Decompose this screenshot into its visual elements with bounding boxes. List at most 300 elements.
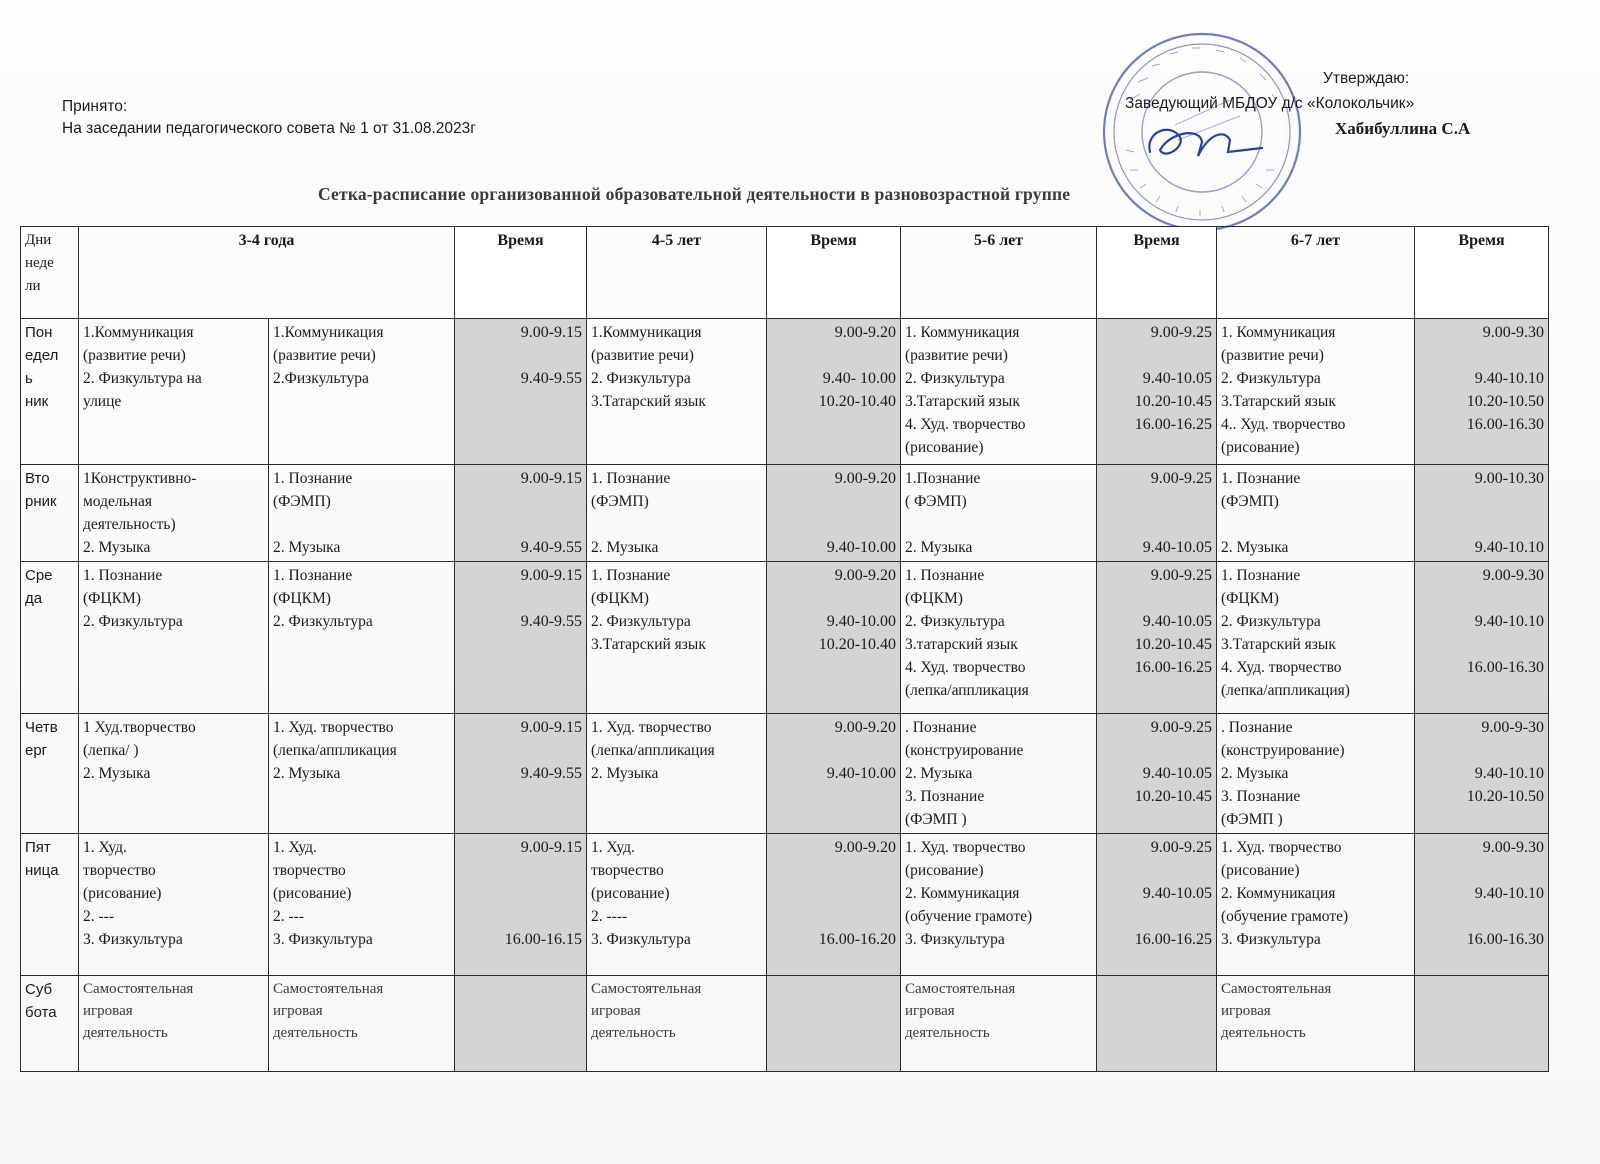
time-slot — [1101, 587, 1212, 610]
time-2-cell — [767, 976, 901, 1072]
time-slot: 9.00-9.25 — [1150, 719, 1213, 736]
time-slot: 9.40-10.10 — [1474, 613, 1545, 630]
activity-line: 1. Коммуникация — [905, 324, 1020, 341]
activity-line: (лепка/аппликация — [591, 742, 715, 759]
activity-line: 2. Музыка — [591, 765, 659, 782]
activity-line: (рисование) — [1221, 862, 1300, 879]
time-slot — [771, 859, 896, 882]
group-4-5-cell — [587, 319, 767, 465]
activity-line: 1. Коммуникация — [1221, 324, 1336, 341]
header-day — [21, 227, 79, 319]
time-slot: 9.00-9-30 — [1481, 719, 1545, 736]
time-slot: 9.00-9.15 — [520, 470, 583, 487]
time-slot: 10.20-10.50 — [1466, 788, 1545, 805]
activity-line: 2. Музыка — [1221, 539, 1289, 556]
activity-line: (ФЦКМ) — [83, 590, 141, 607]
activity-line: 4.. Худ. творчество — [1221, 416, 1346, 433]
day-label-line: ь — [25, 370, 33, 387]
activity-line: (конструирование) — [1221, 742, 1345, 759]
time-slot — [1419, 905, 1544, 928]
time-2-cell — [767, 319, 901, 465]
activity-line: 3.Татарский язык — [591, 393, 706, 410]
day-label-line: Пон — [25, 324, 53, 341]
activity-line: 2. Физкультура — [591, 613, 691, 630]
activity-line: 1.Коммуникация — [273, 324, 384, 341]
time-slot: 9.40-10.10 — [1474, 765, 1545, 782]
time-slot — [771, 587, 896, 610]
activity-line: 2. Физкультура — [273, 613, 373, 630]
activity-line: (обучение грамоте) — [1221, 908, 1349, 925]
activity-line — [591, 513, 762, 536]
activity-line: (лепка/аппликация — [905, 682, 1029, 699]
activity-line: 2. Музыка — [83, 539, 151, 556]
activity-line: (рисование) — [1221, 439, 1300, 456]
group-4-5-cell — [587, 465, 767, 562]
header-time-2: Время — [767, 227, 901, 319]
group-3-4-subgroup-b-cell — [269, 976, 455, 1072]
activity-line: 2. --- — [273, 908, 304, 925]
activity-line: 3. Познание — [1221, 788, 1301, 805]
day-label-line: Пят — [25, 839, 51, 856]
header-time-4: Время — [1415, 227, 1549, 319]
time-slot: 9.00-9.25 — [1150, 470, 1213, 487]
time-slot — [1419, 587, 1544, 610]
time-slot: 9.00-9.15 — [520, 839, 583, 856]
time-slot: 9.40-10.10 — [1474, 885, 1545, 902]
time-slot: 9.00-9.20 — [834, 470, 897, 487]
header-group-5-6: 5-6 лет — [901, 227, 1097, 319]
time-3-cell — [1097, 976, 1217, 1072]
time-2-cell — [767, 465, 901, 562]
activity-line: игровая — [83, 1003, 133, 1019]
group-5-6-cell — [901, 319, 1097, 465]
time-slot: 9.00-9.20 — [834, 839, 897, 856]
header-group-4-5: 4-5 лет — [587, 227, 767, 319]
time-slot: 9.00-9.30 — [1482, 324, 1545, 341]
activity-line: 2. Физкультура на — [83, 370, 202, 387]
time-3-cell — [1097, 834, 1217, 976]
activity-line: 2. Физкультура — [905, 370, 1005, 387]
time-slot: 9.40-10.05 — [1142, 885, 1213, 902]
time-slot: 10.20-10.45 — [1134, 636, 1213, 653]
time-4-cell — [1415, 714, 1549, 834]
group-3-4-subgroup-a-cell — [79, 714, 269, 834]
time-slot: 10.20-10.40 — [818, 393, 897, 410]
time-slot: 16.00-16.15 — [504, 931, 583, 948]
activity-line: Самостоятельная — [591, 981, 702, 997]
activity-line: 3. Физкультура — [83, 931, 183, 948]
activity-line: 1. Худ. творчество — [1221, 839, 1342, 856]
activity-line: игровая — [1221, 1003, 1271, 1019]
activity-line: деятельность — [905, 1025, 990, 1041]
head-position: Заведующий МБДОУ д/с «Колокольчик» — [1125, 95, 1415, 112]
activity-line: 3. Физкультура — [905, 931, 1005, 948]
activity-line: 1. Худ. творчество — [591, 719, 712, 736]
activity-line: (ФЦКМ) — [905, 590, 963, 607]
time-2-cell — [767, 834, 901, 976]
activity-line: (ФЦКМ) — [273, 590, 331, 607]
activity-line: 2. Музыка — [591, 539, 659, 556]
day-label-line: едел — [25, 347, 59, 364]
schedule-table — [20, 226, 1549, 1072]
day-cell — [21, 465, 79, 562]
day-cell — [21, 714, 79, 834]
time-slot: 10.20-10.45 — [1134, 393, 1213, 410]
group-5-6-cell — [901, 714, 1097, 834]
header-day-line: ли — [25, 278, 41, 294]
activity-line: 3.Татарский язык — [591, 636, 706, 653]
activity-line: 3.татарский язык — [905, 636, 1018, 653]
activity-line: 2. --- — [83, 908, 114, 925]
time-3-cell — [1097, 714, 1217, 834]
accepted-block — [62, 96, 476, 140]
time-slot — [459, 905, 582, 928]
time-slot — [1419, 490, 1544, 513]
day-label-line: ница — [25, 862, 59, 879]
activity-line: деятельность — [1221, 1025, 1306, 1041]
activity-line: Самостоятельная — [905, 981, 1016, 997]
activity-line: (развитие речи) — [273, 347, 376, 364]
time-slot — [771, 344, 896, 367]
time-slot: 10.20-10.45 — [1134, 788, 1213, 805]
day-label-line: Четв — [25, 719, 58, 736]
day-label-line: бота — [25, 1004, 57, 1021]
activity-line: модельная — [83, 493, 152, 510]
time-slot — [771, 905, 896, 928]
time-slot: 9.40-10.10 — [1474, 370, 1545, 387]
activity-line: 3. Физкультура — [273, 931, 373, 948]
activity-line: (развитие речи) — [1221, 347, 1324, 364]
time-2-cell — [767, 714, 901, 834]
time-slot: 9.00-9.20 — [834, 567, 897, 584]
time-slot — [1419, 739, 1544, 762]
group-6-7-cell — [1217, 714, 1415, 834]
group-3-4-subgroup-a-cell — [79, 976, 269, 1072]
group-5-6-cell — [901, 562, 1097, 714]
activity-line: 1. Познание — [591, 567, 671, 584]
activity-line: 2. Коммуникация — [905, 885, 1020, 902]
activity-line: 1Конструктивно- — [83, 470, 197, 487]
group-4-5-cell — [587, 834, 767, 976]
group-3-4-subgroup-a-cell — [79, 834, 269, 976]
approve-label: Утверждаю: — [1323, 70, 1410, 87]
activity-line: (рисование) — [905, 439, 984, 456]
time-slot — [459, 882, 582, 905]
handwritten-signature — [1140, 112, 1270, 172]
activity-line: . Познание — [1221, 719, 1293, 736]
activity-line: (развитие речи) — [905, 347, 1008, 364]
time-slot — [459, 859, 582, 882]
activity-line: 2. Музыка — [905, 539, 973, 556]
time-slot: 9.40-10.05 — [1142, 370, 1213, 387]
activity-line: Самостоятельная — [273, 981, 384, 997]
time-slot: 16.00-16.30 — [1466, 659, 1545, 676]
activity-line: 2. Физкультура — [905, 613, 1005, 630]
activity-line: ( ФЭМП) — [905, 493, 967, 510]
time-slot: 9.00-9.25 — [1150, 839, 1213, 856]
head-name: Хабибуллина С.А — [1335, 119, 1471, 138]
time-slot: 9.00-9.20 — [834, 719, 897, 736]
time-slot — [1419, 344, 1544, 367]
time-slot — [1419, 859, 1544, 882]
activity-line: творчество — [83, 862, 156, 879]
time-slot: 9.40-10.05 — [1142, 765, 1213, 782]
time-slot: 9.40-10.10 — [1474, 539, 1545, 556]
activity-line: 2. ---- — [591, 908, 628, 925]
activity-line: 1. Худ. — [83, 839, 127, 856]
activity-line: 4. Худ. творчество — [905, 659, 1026, 676]
time-slot: 9.40-9.55 — [520, 765, 583, 782]
activity-line: 1. Познание — [273, 567, 353, 584]
activity-line: (конструирование — [905, 742, 1024, 759]
activity-line: деятельность — [591, 1025, 676, 1041]
activity-line — [905, 513, 1092, 536]
day-label-line: Сре — [25, 567, 53, 584]
time-slot — [1419, 633, 1544, 656]
activity-line: (рисование) — [83, 885, 162, 902]
time-slot: 9.40-10.00 — [826, 539, 897, 556]
time-slot — [459, 344, 582, 367]
activity-line: 4. Худ. творчество — [1221, 659, 1342, 676]
schedule-row — [21, 976, 1549, 1072]
time-slot: 9.40- 10.00 — [822, 370, 897, 387]
header-day-line: неде — [25, 255, 54, 271]
activity-line: (ФЭМП) — [273, 493, 331, 510]
time-slot — [1101, 859, 1212, 882]
group-3-4-subgroup-b-cell — [269, 465, 455, 562]
activity-line: деятельность — [273, 1025, 358, 1041]
group-4-5-cell — [587, 714, 767, 834]
activity-line: 1. Познание — [83, 567, 163, 584]
time-4-cell — [1415, 465, 1549, 562]
group-6-7-cell — [1217, 562, 1415, 714]
activity-line: (ФЦКМ) — [591, 590, 649, 607]
time-3-cell — [1097, 562, 1217, 714]
activity-line: 1. Познание — [591, 470, 671, 487]
time-3-cell — [1097, 319, 1217, 465]
activity-line: (развитие речи) — [83, 347, 186, 364]
time-slot — [459, 739, 582, 762]
activity-line: 4. Худ. творчество — [905, 416, 1026, 433]
time-slot: 9.00-9.15 — [520, 719, 583, 736]
time-slot — [1101, 344, 1212, 367]
time-slot: 9.00-9.25 — [1150, 324, 1213, 341]
time-slot — [459, 587, 582, 610]
activity-line: (развитие речи) — [591, 347, 694, 364]
activity-line: 1. Познание — [905, 567, 985, 584]
activity-line: (ФЭМП) — [1221, 493, 1279, 510]
group-3-4-subgroup-b-cell — [269, 714, 455, 834]
time-slot: 16.00-16.30 — [1466, 416, 1545, 433]
activity-line: (лепка/ ) — [83, 742, 139, 759]
activity-line: (рисование) — [273, 885, 352, 902]
time-slot: 9.40-9.55 — [520, 370, 583, 387]
activity-line: Самостоятельная — [1221, 981, 1332, 997]
group-3-4-subgroup-b-cell — [269, 834, 455, 976]
group-6-7-cell — [1217, 976, 1415, 1072]
schedule-row — [21, 562, 1549, 714]
group-4-5-cell — [587, 976, 767, 1072]
activity-line: (рисование) — [591, 885, 670, 902]
time-slot: 16.00-16.20 — [818, 931, 897, 948]
header-time-1: Время — [455, 227, 587, 319]
time-slot: 16.00-16.25 — [1134, 931, 1213, 948]
activity-line: Самостоятельная — [83, 981, 194, 997]
group-5-6-cell — [901, 465, 1097, 562]
activity-line: 3.Татарский язык — [1221, 636, 1336, 653]
schedule-row — [21, 319, 1549, 465]
time-slot: 9.00-9.15 — [520, 567, 583, 584]
activity-line: творчество — [591, 862, 664, 879]
header-group-6-7: 6-7 лет — [1217, 227, 1415, 319]
activity-line: 1 Худ.творчество — [83, 719, 196, 736]
activity-line: 2. Музыка — [273, 539, 341, 556]
schedule-row — [21, 714, 1549, 834]
time-slot: 9.40-10.05 — [1142, 613, 1213, 630]
activity-line: . Познание — [905, 719, 977, 736]
time-slot: 9.00-9.30 — [1482, 567, 1545, 584]
activity-line: творчество — [273, 862, 346, 879]
activity-line: 3. Физкультура — [591, 931, 691, 948]
time-slot — [1101, 739, 1212, 762]
time-slot — [1101, 513, 1212, 536]
group-3-4-subgroup-a-cell — [79, 465, 269, 562]
activity-line: 1.Коммуникация — [83, 324, 194, 341]
time-slot — [771, 490, 896, 513]
activity-line: 2. Коммуникация — [1221, 885, 1336, 902]
group-6-7-cell — [1217, 319, 1415, 465]
day-cell — [21, 834, 79, 976]
activity-line: 1. Познание — [273, 470, 353, 487]
activity-line: 1. Худ. — [273, 839, 317, 856]
activity-line: (лепка/аппликация — [273, 742, 397, 759]
activity-line: 1.Познание — [905, 470, 981, 487]
time-4-cell — [1415, 562, 1549, 714]
activity-line: 3.Татарский язык — [905, 393, 1020, 410]
time-slot: 9.00-9.25 — [1150, 567, 1213, 584]
time-slot: 9.00-9.20 — [834, 324, 897, 341]
time-slot — [1101, 905, 1212, 928]
group-6-7-cell — [1217, 465, 1415, 562]
time-slot: 10.20-10.40 — [818, 636, 897, 653]
activity-line — [1221, 513, 1410, 536]
activity-line: 1.Коммуникация — [591, 324, 702, 341]
day-label-line: да — [25, 590, 43, 607]
time-slot: 9.00-9.15 — [520, 324, 583, 341]
activity-line: деятельность) — [83, 516, 176, 533]
activity-line: 2. Музыка — [905, 765, 973, 782]
header-day-line: Дни — [25, 232, 52, 248]
time-slot: 9.40-10.00 — [826, 613, 897, 630]
group-4-5-cell — [587, 562, 767, 714]
activity-line: 2. Музыка — [83, 765, 151, 782]
time-3-cell — [1097, 465, 1217, 562]
time-slot — [771, 882, 896, 905]
activity-line: 1. Худ. творчество — [905, 839, 1026, 856]
activity-line: 1. Познание — [1221, 567, 1301, 584]
activity-line: игровая — [591, 1003, 641, 1019]
day-cell — [21, 319, 79, 465]
day-cell — [21, 976, 79, 1072]
time-slot: 16.00-16.30 — [1466, 931, 1545, 948]
activity-line: (лепка/аппликация) — [1221, 682, 1350, 699]
activity-line: игровая — [273, 1003, 323, 1019]
activity-line: (обучение грамоте) — [905, 908, 1033, 925]
activity-line: (ФЦКМ) — [1221, 590, 1279, 607]
activity-line: 2.Физкультура — [273, 370, 369, 387]
activity-line: 1. Худ. — [591, 839, 635, 856]
time-4-cell — [1415, 319, 1549, 465]
time-slot: 9.40-9.55 — [520, 613, 583, 630]
time-slot: 9.40-9.55 — [520, 539, 583, 556]
time-1-cell — [455, 562, 587, 714]
time-2-cell — [767, 562, 901, 714]
activity-line: 2. Физкультура — [1221, 370, 1321, 387]
day-cell — [21, 562, 79, 714]
activity-line: 3. Физкультура — [1221, 931, 1321, 948]
activity-line: 1. Худ. творчество — [273, 719, 394, 736]
time-slot: 9.40-10.00 — [826, 765, 897, 782]
activity-line: улице — [83, 393, 122, 410]
header-row — [21, 227, 1549, 319]
activity-line: 3. Познание — [905, 788, 985, 805]
accepted-label: Принято: — [62, 98, 128, 115]
time-slot — [1101, 490, 1212, 513]
activity-line: (ФЭМП ) — [905, 811, 967, 828]
time-slot: 16.00-16.25 — [1134, 416, 1213, 433]
time-slot: 9.00-9.30 — [1482, 839, 1545, 856]
activity-line: (рисование) — [905, 862, 984, 879]
document-title: Сетка-расписание организованной образовательной деятельности в разновозрастной группе — [318, 184, 1071, 204]
time-slot: 16.00-16.25 — [1134, 659, 1213, 676]
activity-line: 2. Музыка — [1221, 765, 1289, 782]
activity-line: 2. Физкультура — [83, 613, 183, 630]
schedule-row — [21, 834, 1549, 976]
time-slot — [459, 490, 582, 513]
header-group-3-4: 3-4 года — [79, 227, 455, 319]
day-label-line: ник — [25, 393, 49, 410]
time-1-cell — [455, 976, 587, 1072]
group-6-7-cell — [1217, 834, 1415, 976]
schedule-row — [21, 465, 1549, 562]
group-3-4-subgroup-a-cell — [79, 319, 269, 465]
group-5-6-cell — [901, 834, 1097, 976]
day-label-line: ерг — [25, 742, 48, 759]
day-label-line: Вто — [25, 470, 50, 487]
activity-line: (ФЭМП ) — [1221, 811, 1283, 828]
activity-line: 2. Физкультура — [1221, 613, 1321, 630]
schedule-body — [21, 319, 1549, 1072]
time-1-cell — [455, 465, 587, 562]
group-3-4-subgroup-b-cell — [269, 319, 455, 465]
day-label-line: Суб — [25, 981, 53, 998]
header-time-3: Время — [1097, 227, 1217, 319]
activity-line — [273, 513, 450, 536]
time-slot — [771, 513, 896, 536]
time-4-cell — [1415, 976, 1549, 1072]
time-slot — [459, 513, 582, 536]
activity-line: 3.Татарский язык — [1221, 393, 1336, 410]
activity-line: 1. Познание — [1221, 470, 1301, 487]
time-slot: 9.00-10.30 — [1474, 470, 1545, 487]
time-slot: 9.40-10.05 — [1142, 539, 1213, 556]
activity-line: 2. Музыка — [273, 765, 341, 782]
time-slot — [1419, 513, 1544, 536]
group-5-6-cell — [901, 976, 1097, 1072]
time-1-cell — [455, 714, 587, 834]
activity-line: игровая — [905, 1003, 955, 1019]
time-1-cell — [455, 834, 587, 976]
